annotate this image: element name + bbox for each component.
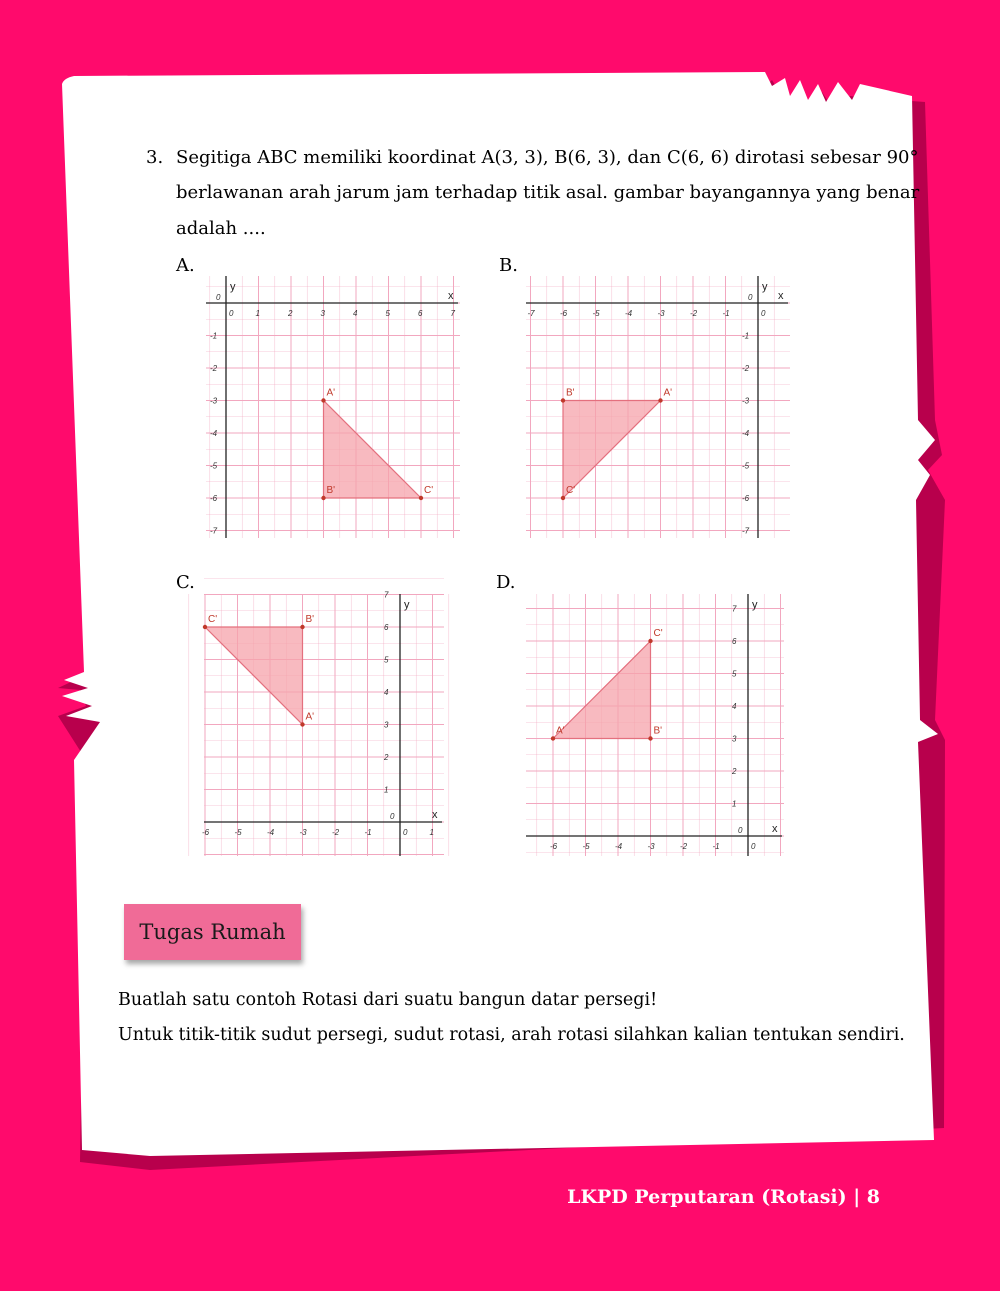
- vertex-label: C': [566, 485, 576, 496]
- x-tick-label: -1: [722, 309, 730, 318]
- x-tick-label: -6: [560, 309, 568, 318]
- homework-line-2: Untuk titik-titik sudut persegi, sudut rotasi, arah rotasi silahkan kalian tentukan sendiri.: [118, 1025, 905, 1045]
- vertex-point: [551, 736, 555, 740]
- vertex-point: [658, 398, 662, 402]
- x-tick-label: -2: [332, 828, 340, 837]
- x-tick-label: -3: [657, 309, 665, 318]
- x-tick-label: 2: [288, 309, 293, 318]
- x-tick-label: 4: [353, 309, 358, 318]
- x-tick-label: -5: [592, 309, 600, 318]
- graph-option-c[interactable]: [202, 590, 444, 856]
- vertex-label: A': [305, 711, 315, 723]
- y-tick-label: -6: [742, 494, 750, 503]
- y-tick-label: -1: [210, 331, 218, 341]
- y-tick-label: 7: [732, 604, 737, 614]
- option-c-label[interactable]: C.: [176, 572, 195, 593]
- vertex-point: [419, 496, 423, 500]
- y-tick-label: 7: [384, 590, 389, 600]
- y-axis-label: y: [752, 599, 758, 611]
- x-tick-label: -4: [615, 842, 623, 851]
- option-a-label[interactable]: A.: [176, 255, 195, 276]
- y-tick-label: -5: [210, 461, 218, 471]
- origin-label: 0: [738, 826, 743, 835]
- option-b-label[interactable]: B.: [499, 255, 518, 276]
- y-axis-label: y: [762, 281, 768, 293]
- x-tick-label: 0: [751, 842, 756, 851]
- origin-label: 0: [748, 293, 753, 302]
- y-tick-label: -2: [210, 364, 218, 373]
- x-axis-label: x: [772, 823, 778, 835]
- vertex-label: B': [566, 387, 575, 399]
- y-tick-label: -3: [210, 396, 218, 406]
- x-tick-label: -6: [550, 842, 558, 851]
- y-tick-label: 4: [384, 688, 389, 697]
- vertex-point: [321, 398, 325, 402]
- x-tick-label: 3: [320, 309, 325, 318]
- y-tick-label: 4: [732, 702, 737, 711]
- vertex-label: B': [305, 614, 315, 625]
- y-tick-label: -4: [210, 429, 218, 438]
- x-tick-label: -5: [582, 842, 590, 851]
- y-axis-label: y: [404, 599, 410, 611]
- vertex-point: [561, 496, 565, 500]
- vertex-label: C': [424, 485, 434, 496]
- y-tick-label: -7: [210, 526, 218, 536]
- x-axis-label: x: [432, 809, 438, 821]
- x-axis-label: x: [448, 290, 454, 302]
- x-tick-label: 7: [450, 309, 455, 318]
- x-tick-label: 6: [418, 309, 423, 318]
- x-tick-label: 0: [229, 309, 234, 318]
- y-tick-label: 5: [732, 669, 737, 679]
- x-tick-label: -6: [202, 828, 210, 837]
- x-tick-label: 1: [429, 828, 434, 837]
- origin-label: 0: [390, 812, 395, 821]
- y-tick-label: 6: [384, 623, 389, 632]
- vertex-point: [300, 722, 304, 726]
- question-line-3: adalah ....: [176, 218, 266, 239]
- y-tick-label: -6: [210, 494, 218, 503]
- y-tick-label: 1: [384, 785, 389, 795]
- graph-option-d[interactable]: [526, 594, 784, 856]
- x-tick-label: -1: [712, 842, 720, 851]
- y-tick-label: -7: [742, 526, 750, 536]
- option-d-label[interactable]: D.: [496, 572, 516, 593]
- y-tick-label: -5: [742, 461, 750, 471]
- vertex-point: [648, 736, 652, 740]
- x-tick-label: 0: [761, 309, 766, 318]
- vertex-point: [300, 625, 304, 629]
- vertex-label: A': [556, 725, 565, 737]
- graph-option-b[interactable]: [526, 276, 790, 538]
- homework-title-box: Tugas Rumah: [124, 904, 301, 960]
- question-number: 3.: [146, 147, 164, 168]
- x-tick-label: -2: [690, 309, 698, 318]
- y-tick-label: -1: [742, 331, 750, 341]
- x-tick-label: -2: [680, 842, 688, 851]
- y-axis-label: y: [230, 281, 236, 293]
- x-tick-label: -4: [267, 828, 275, 837]
- y-tick-label: 6: [732, 637, 737, 646]
- x-tick-label: 5: [385, 309, 390, 318]
- x-tick-label: 0: [403, 828, 408, 837]
- y-tick-label: 3: [732, 734, 737, 744]
- y-tick-label: 3: [384, 720, 389, 730]
- vertex-label: C': [208, 614, 218, 625]
- y-tick-label: 1: [732, 799, 737, 809]
- question-line-2: berlawanan arah jarum jam terhadap titik asal. gambar bayangannya yang benar: [176, 182, 920, 203]
- x-tick-label: -1: [364, 828, 372, 837]
- y-tick-label: -2: [742, 364, 750, 373]
- vertex-point: [203, 625, 207, 629]
- vertex-point: [321, 496, 325, 500]
- vertex-label: A': [663, 387, 673, 399]
- homework-line-1: Buatlah satu contoh Rotasi dari suatu bangun datar persegi!: [118, 990, 658, 1010]
- vertex-point: [561, 398, 565, 402]
- y-tick-label: -3: [742, 396, 750, 406]
- x-tick-label: -3: [299, 828, 307, 837]
- y-tick-label: 2: [732, 767, 737, 776]
- x-tick-label: 1: [255, 309, 260, 318]
- vertex-point: [648, 639, 652, 643]
- y-tick-label: 5: [384, 655, 389, 665]
- vertex-label: B': [326, 485, 336, 496]
- origin-label: 0: [216, 293, 221, 302]
- x-tick-label: -4: [625, 309, 633, 318]
- x-axis-label: x: [778, 290, 784, 302]
- graph-option-a[interactable]: [206, 276, 460, 538]
- vertex-label: A': [326, 387, 336, 399]
- footer-page-label: LKPD Perputaran (Rotasi) | 8: [567, 1186, 880, 1208]
- vertex-label: B': [653, 725, 663, 737]
- y-tick-label: 2: [384, 753, 389, 762]
- x-tick-label: -3: [647, 842, 655, 851]
- y-tick-label: -4: [742, 429, 750, 438]
- vertex-label: C': [653, 628, 663, 639]
- x-tick-label: -7: [527, 309, 535, 318]
- x-tick-label: -5: [234, 828, 242, 837]
- question-line-1: Segitiga ABC memiliki koordinat A(3, 3), B(6, 3), dan C(6, 6) dirotasi sebesar 90°: [176, 147, 919, 168]
